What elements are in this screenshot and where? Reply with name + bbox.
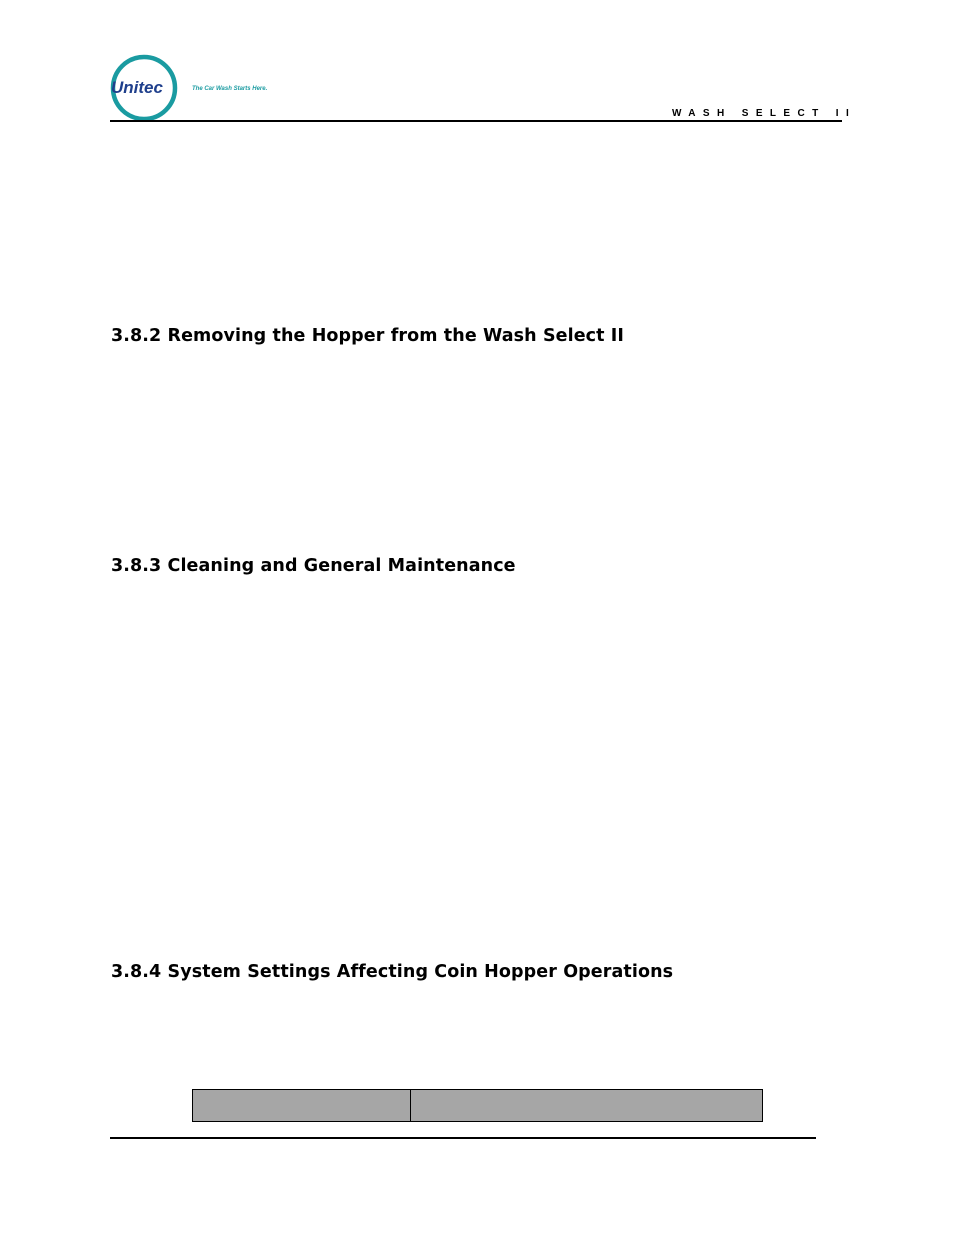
footer-divider [110,1137,816,1139]
section-heading-3-8-4: 3.8.4 System Settings Affecting Coin Hopper Operations [111,962,674,982]
table-header-row [193,1090,763,1122]
table-header-cell [411,1090,763,1122]
logo-brand-text: Unitec [111,78,163,97]
unitec-logo [108,54,268,122]
header-divider [110,120,842,122]
settings-table [192,1089,763,1122]
section-heading-3-8-2: 3.8.2 Removing the Hopper from the Wash Select II [111,326,625,346]
table-header-cell [193,1090,411,1122]
logo-tagline: The Car Wash Starts Here. [192,86,268,92]
section-heading-3-8-3: 3.8.3 Cleaning and General Maintenance [111,556,516,576]
document-header-title: WASH SELECT II [672,108,857,119]
